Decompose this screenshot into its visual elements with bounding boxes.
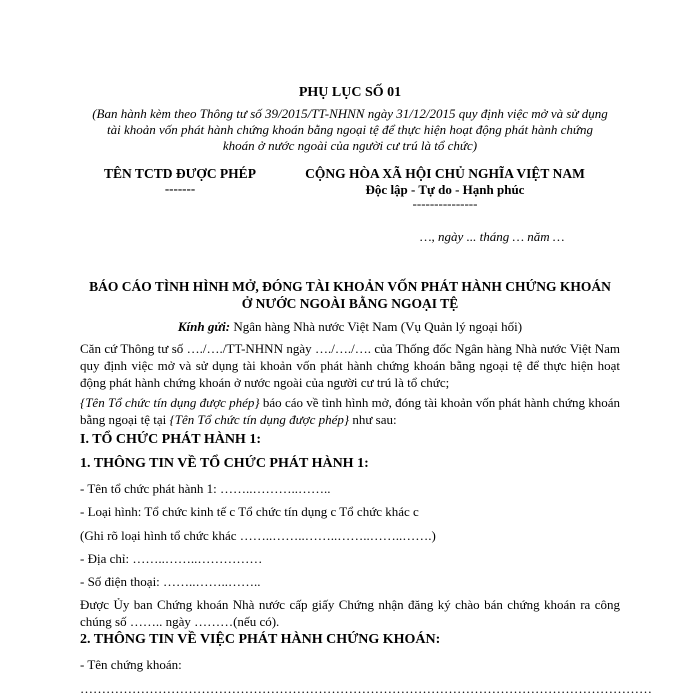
header-left-rule: ------- xyxy=(164,181,196,196)
recipient-value: Ngân hàng Nhà nước Việt Nam (Vụ Quản lý ngoại hối) xyxy=(230,319,523,334)
section-heading-1: I. TỔ CHỨC PHÁT HÀNH 1: xyxy=(80,432,261,447)
appendix-note: (Ban hành kèm theo Thông tư số 39/2015/TT-NHNN ngày 31/12/2015 quy định việc mở và sử dụng tài khoản vốn phát hành chứng khoán bằng ngoại tệ để thực hiện hoạt động phát hành chứng khoán ở nước ngoài của người cư trú là tổ chức) xyxy=(92,106,608,153)
appendix-title: PHỤ LỤC SỐ 01 xyxy=(298,85,402,100)
recipient-line xyxy=(80,319,620,335)
issuer-phone-field: - Số điện thoại: ……..……..…….. xyxy=(80,574,261,589)
subsection-heading-2: 2. THÔNG TIN VỀ VIỆC PHÁT HÀNH CHỨNG KHOÁN: xyxy=(80,632,441,647)
report-intro-text: báo cáo về tình hình mở, đóng tài khoản vốn phát hành chứng khoán bằng ngoại tệ tại xyxy=(80,395,620,427)
legal-basis-paragraph: Căn cứ Thông tư số …./…./TT-NHNN ngày …./…./…. của Thống đốc Ngân hàng Nhà nước Việt Nam quy định việc mở và sử dụng tài khoản vốn phát hành chứng khoán bằng ngoại tệ để thực hiện hoạt động phát hành chứng khoán ở nước ngoài của người cư trú là tổ chức; xyxy=(80,341,620,390)
issuer-type-field: - Loại hình: Tổ chức kinh tế c Tổ chức tín dụng c Tổ chức khác c xyxy=(80,504,419,519)
security-name-field: - Tên chứng khoán: xyxy=(80,657,182,672)
subsection-heading-1: 1. THÔNG TIN VỀ TỔ CHỨC PHÁT HÀNH 1: xyxy=(80,456,369,471)
country-name: CỘNG HÒA XÃ HỘI CHỦ NGHĨA VIỆT NAM xyxy=(305,166,585,181)
motto: Độc lập - Tự do - Hạnh phúc xyxy=(365,182,525,197)
report-intro-tail: như sau: xyxy=(349,412,397,427)
header-right xyxy=(275,166,615,211)
header-right-rule: --------------- xyxy=(412,196,478,211)
recipient-label: Kính gửi: xyxy=(177,319,231,334)
organization-name: TÊN TCTD ĐƯỢC PHÉP xyxy=(104,166,256,181)
issuer-name-field: - Tên tổ chức phát hành 1: ……..………..…….. xyxy=(80,481,331,496)
report-intro-paragraph xyxy=(80,394,620,428)
institution-placeholder: {Tên Tổ chức tín dụng được phép} xyxy=(80,395,260,410)
report-title-line-2: Ở NƯỚC NGOÀI BẰNG NGOẠI TỆ xyxy=(241,296,459,311)
report-title-line-1: BÁO CÁO TÌNH HÌNH MỞ, ĐÓNG TÀI KHOẢN VỐN PHÁT HÀNH CHỨNG KHOÁN xyxy=(89,279,611,294)
issuer-type-note: (Ghi rõ loại hình tổ chức khác ……..……..……..……..……..…….) xyxy=(80,528,436,543)
issuer-address-field: - Địa chỉ: ……..……..…………… xyxy=(80,551,263,566)
institution-placeholder: {Tên Tổ chức tín dụng được phép} xyxy=(169,412,350,427)
header-left xyxy=(85,166,275,196)
registration-paragraph: Được Ủy ban Chứng khoán Nhà nước cấp giấy Chứng nhận đăng ký chào bán chứng khoán ra công chúng số …….. ngày ………(nếu có). xyxy=(80,597,620,629)
date-line: …, ngày ... tháng … năm … xyxy=(420,229,565,244)
dotted-fill-line: …………………………………………………………………………………………………………………… xyxy=(80,681,652,696)
